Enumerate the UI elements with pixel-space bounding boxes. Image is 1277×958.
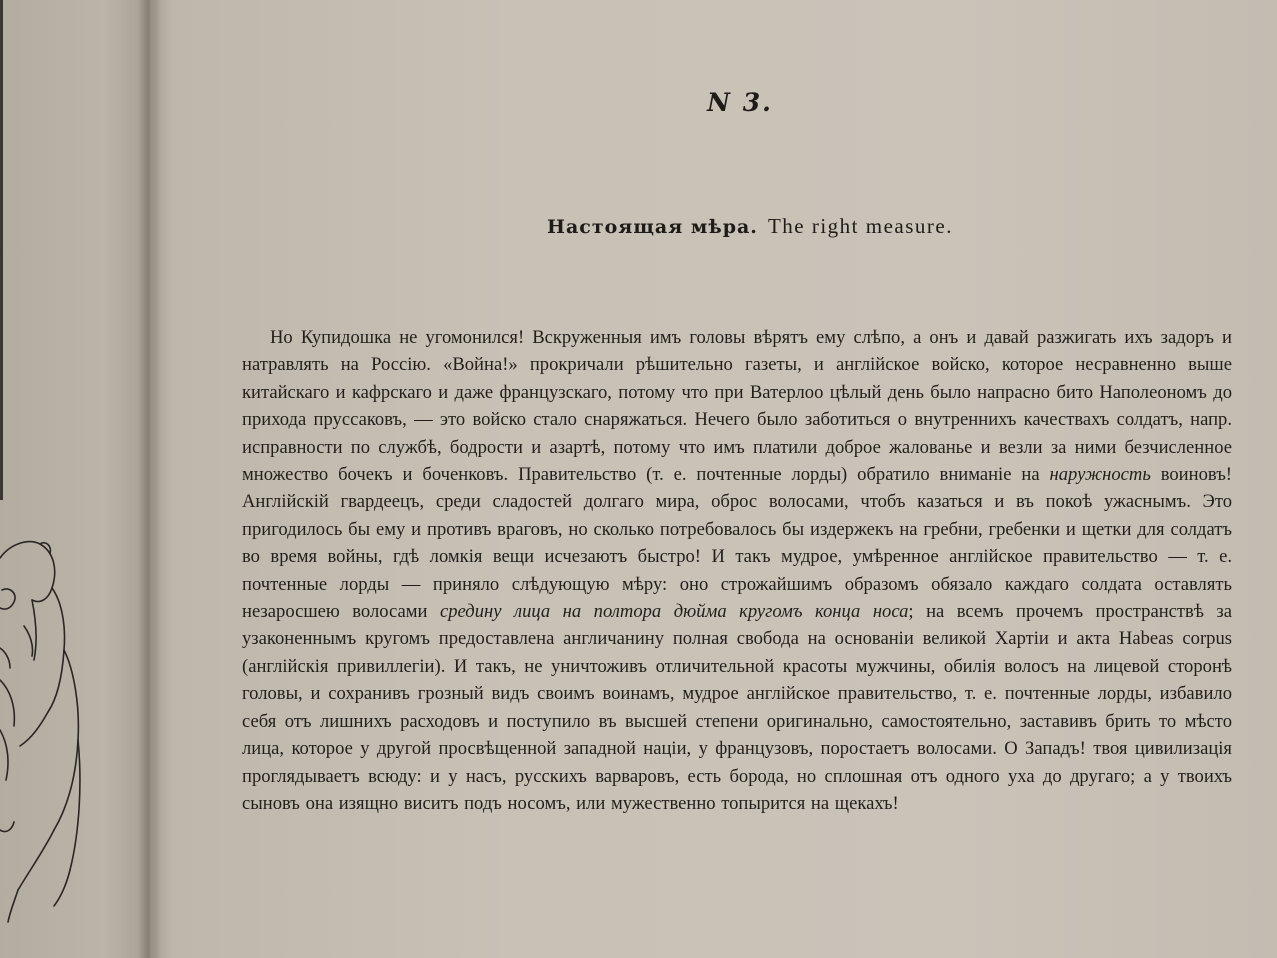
title-english: The right measure. [767,214,953,238]
text-run: воиновъ! Англійскій гвардеецъ, среди сладостей долгаго мира, оброс волосами, чтобъ казаться и въ покоѣ ужаснымъ. Это пригодилось бы ему и противъ враговъ, но сколько потребовалось бы издержекъ на гребни, гребенки и щетки для солдатъ во время войны, гдѣ ломкія вещи исчезаютъ быстро! И такъ мудрое, умѣренное англійское правительство — т. е. почтенные лорды — приняло слѣдующую мѣру: оно строжайшимъ образомъ обязало каждаго солдата оставлять незаросшею волосами [242,464,1233,623]
text-run: ; на всемъ прочемъ пространствѣ за узаконеннымъ кругомъ предоставлена англичанину полная свобода на основаніи великой Хартіи и акта Habeas corpus (англійскія привиллегіи). И такъ, не уничтоживъ отличительной красоты мужчины, обилія волосъ на лицевой сторонѣ головы, и сохранивъ грозный видъ своимъ воинамъ, мудрое англійское правительство, т. е. почтенные лорды, избавило себя отъ лишнихъ расходовъ и поступило въ высшей степени оригинально, самостоятельно, заставивъ брить то мѣсто лица, которое у другой просвѣщенной западной націи, у французовъ, поростаетъ волосами. О Западъ! твоя цивилизація проглядываетъ всюду: и у насъ, русскихъ варваровъ, есть борода, но сплошная отъ одного уха до другаго; а у твоихъ сыновъ она изящно виситъ подъ носомъ, или мужественно топырится на щекахъ! [242,601,1232,814]
left-page [0,0,150,958]
text-run: Но Купидошка не угомонился! Вскруженныя имъ головы вѣрятъ ему слѣпо, а онъ и давай разжигать ихъ задоръ и натравлять на Россію. «Война!» прокричали рѣшительно газеты, и англійское войско, которое несравненно выше китайскаго и кафрскаго и даже французскаго, потому что при Ватерлоо цѣлый день было напрасно бито Наполеономъ до прихода пруссаковъ, — это войско стало снаряжаться. Нечего было заботиться о внутреннихъ качествахъ солдатъ, напр. исправности по службѣ, бодрости и азартѣ, потому что имъ платили доброе жалованье и везли за ними безчисленное множество бочекъ и боченковъ. Правительство (т. е. почтенные лорды) обратило вниманіе на [242,327,1232,486]
page-edge-rule [0,0,3,500]
title-russian: Настоящая мѣра. [547,216,758,238]
pen-sketch-figure [0,530,110,930]
text-run-italic: наружность [1049,464,1151,486]
text-run-italic: средину лица на полтора дюйма кругомъ конца носа [439,601,909,623]
section-title [380,214,1120,239]
body-paragraph [242,324,1232,817]
page-number: N 3. [707,88,773,117]
gutter-shadow [138,0,160,958]
